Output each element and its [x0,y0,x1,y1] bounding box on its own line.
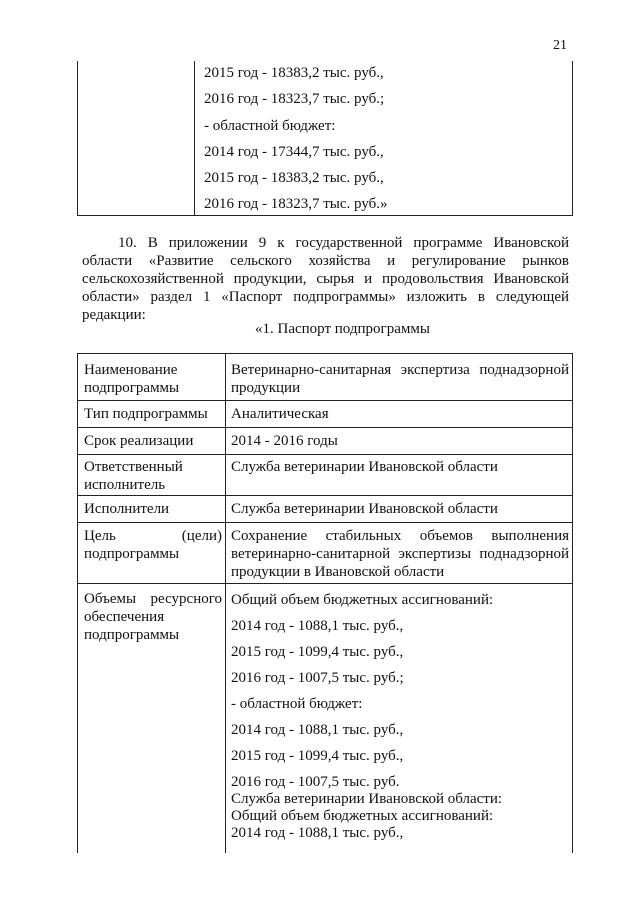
funding-line: 2016 год - 18323,7 тыс. руб.» [204,196,388,212]
type-label: Тип подпрограммы [84,406,208,422]
responsible-label: Ответственный исполнитель [84,459,183,493]
name-value: Ветеринарно-санитарная экспертиза поднадзорной продукции [231,362,569,396]
term-label: Срок реализации [84,433,194,449]
row-divider [78,454,572,455]
funding-line: 2015 год - 18383,2 тыс. руб., [204,170,384,186]
funding-line: 2014 год - 17344,7 тыс. руб., [204,144,384,160]
term-value: 2014 - 2016 годы [231,433,338,449]
row-divider [78,583,572,584]
goal-value: Сохранение стабильных объемов выполнения ветеринарно-санитарной экспертизы поднадзорной продукции в Ивановской области [231,528,569,580]
type-value: Аналитическая [231,406,329,422]
passport-table [77,353,573,853]
executors-label: Исполнители [84,501,170,517]
row-divider [78,522,572,523]
column-divider [194,61,195,215]
funding-value-line: 2016 год - 1007,5 тыс. руб. [231,774,400,790]
funding-label: Объемы ресурсного обеспечения подпрограммы [84,591,222,643]
funding-value-line: 2015 год - 1099,4 тыс. руб., [231,644,404,660]
paragraph-line: области» раздел 1 «Паспорт подпрограммы» изложить в следующей [82,289,569,305]
page-number: 21 [553,38,567,53]
paragraph-line: сельскохозяйственной продукции, сырья и продовольствия Ивановской [82,271,569,287]
funding-value-line: 2014 год - 1088,1 тыс. руб., [231,722,404,738]
funding-value-line: Общий объем бюджетных ассигнований: [231,592,494,608]
funding-line: 2016 год - 18323,7 тыс. руб.; [204,91,385,107]
paragraph-line: редакции: [82,307,146,323]
funding-value-line: 2014 год - 1088,1 тыс. руб., [231,618,404,634]
paragraph-line: области «Развитие сельского хозяйства и регулирование рынков [82,253,569,269]
funding-value-line: - областной бюджет: [231,696,363,712]
funding-value-line: Общий объем бюджетных ассигнований: [231,808,494,824]
funding-line: 2015 год - 18383,2 тыс. руб., [204,65,384,81]
funding-line: - областной бюджет: [204,118,336,134]
amendment-paragraph [82,234,569,324]
goal-label: Цель (цели) подпрограммы [84,528,222,562]
name-label: Наименование подпрограммы [84,362,180,396]
funding-value-line: 2016 год - 1007,5 тыс. руб.; [231,670,404,686]
paragraph-line: 10. В приложении 9 к государственной программе Ивановской [118,235,569,251]
executors-value: Служба ветеринарии Ивановской области [231,501,498,517]
funding-value-line: 2015 год - 1099,4 тыс. руб., [231,748,404,764]
section-heading: «1. Паспорт подпрограммы [255,321,430,337]
funding-continuation-table [77,61,573,216]
responsible-value: Служба ветеринарии Ивановской области [231,459,498,475]
row-divider [78,427,572,428]
row-divider [78,495,572,496]
column-divider [225,354,226,853]
funding-value-line: 2014 год - 1088,1 тыс. руб., [231,825,404,841]
row-divider [78,400,572,401]
funding-value-line: Служба ветеринарии Ивановской области: [231,791,503,807]
